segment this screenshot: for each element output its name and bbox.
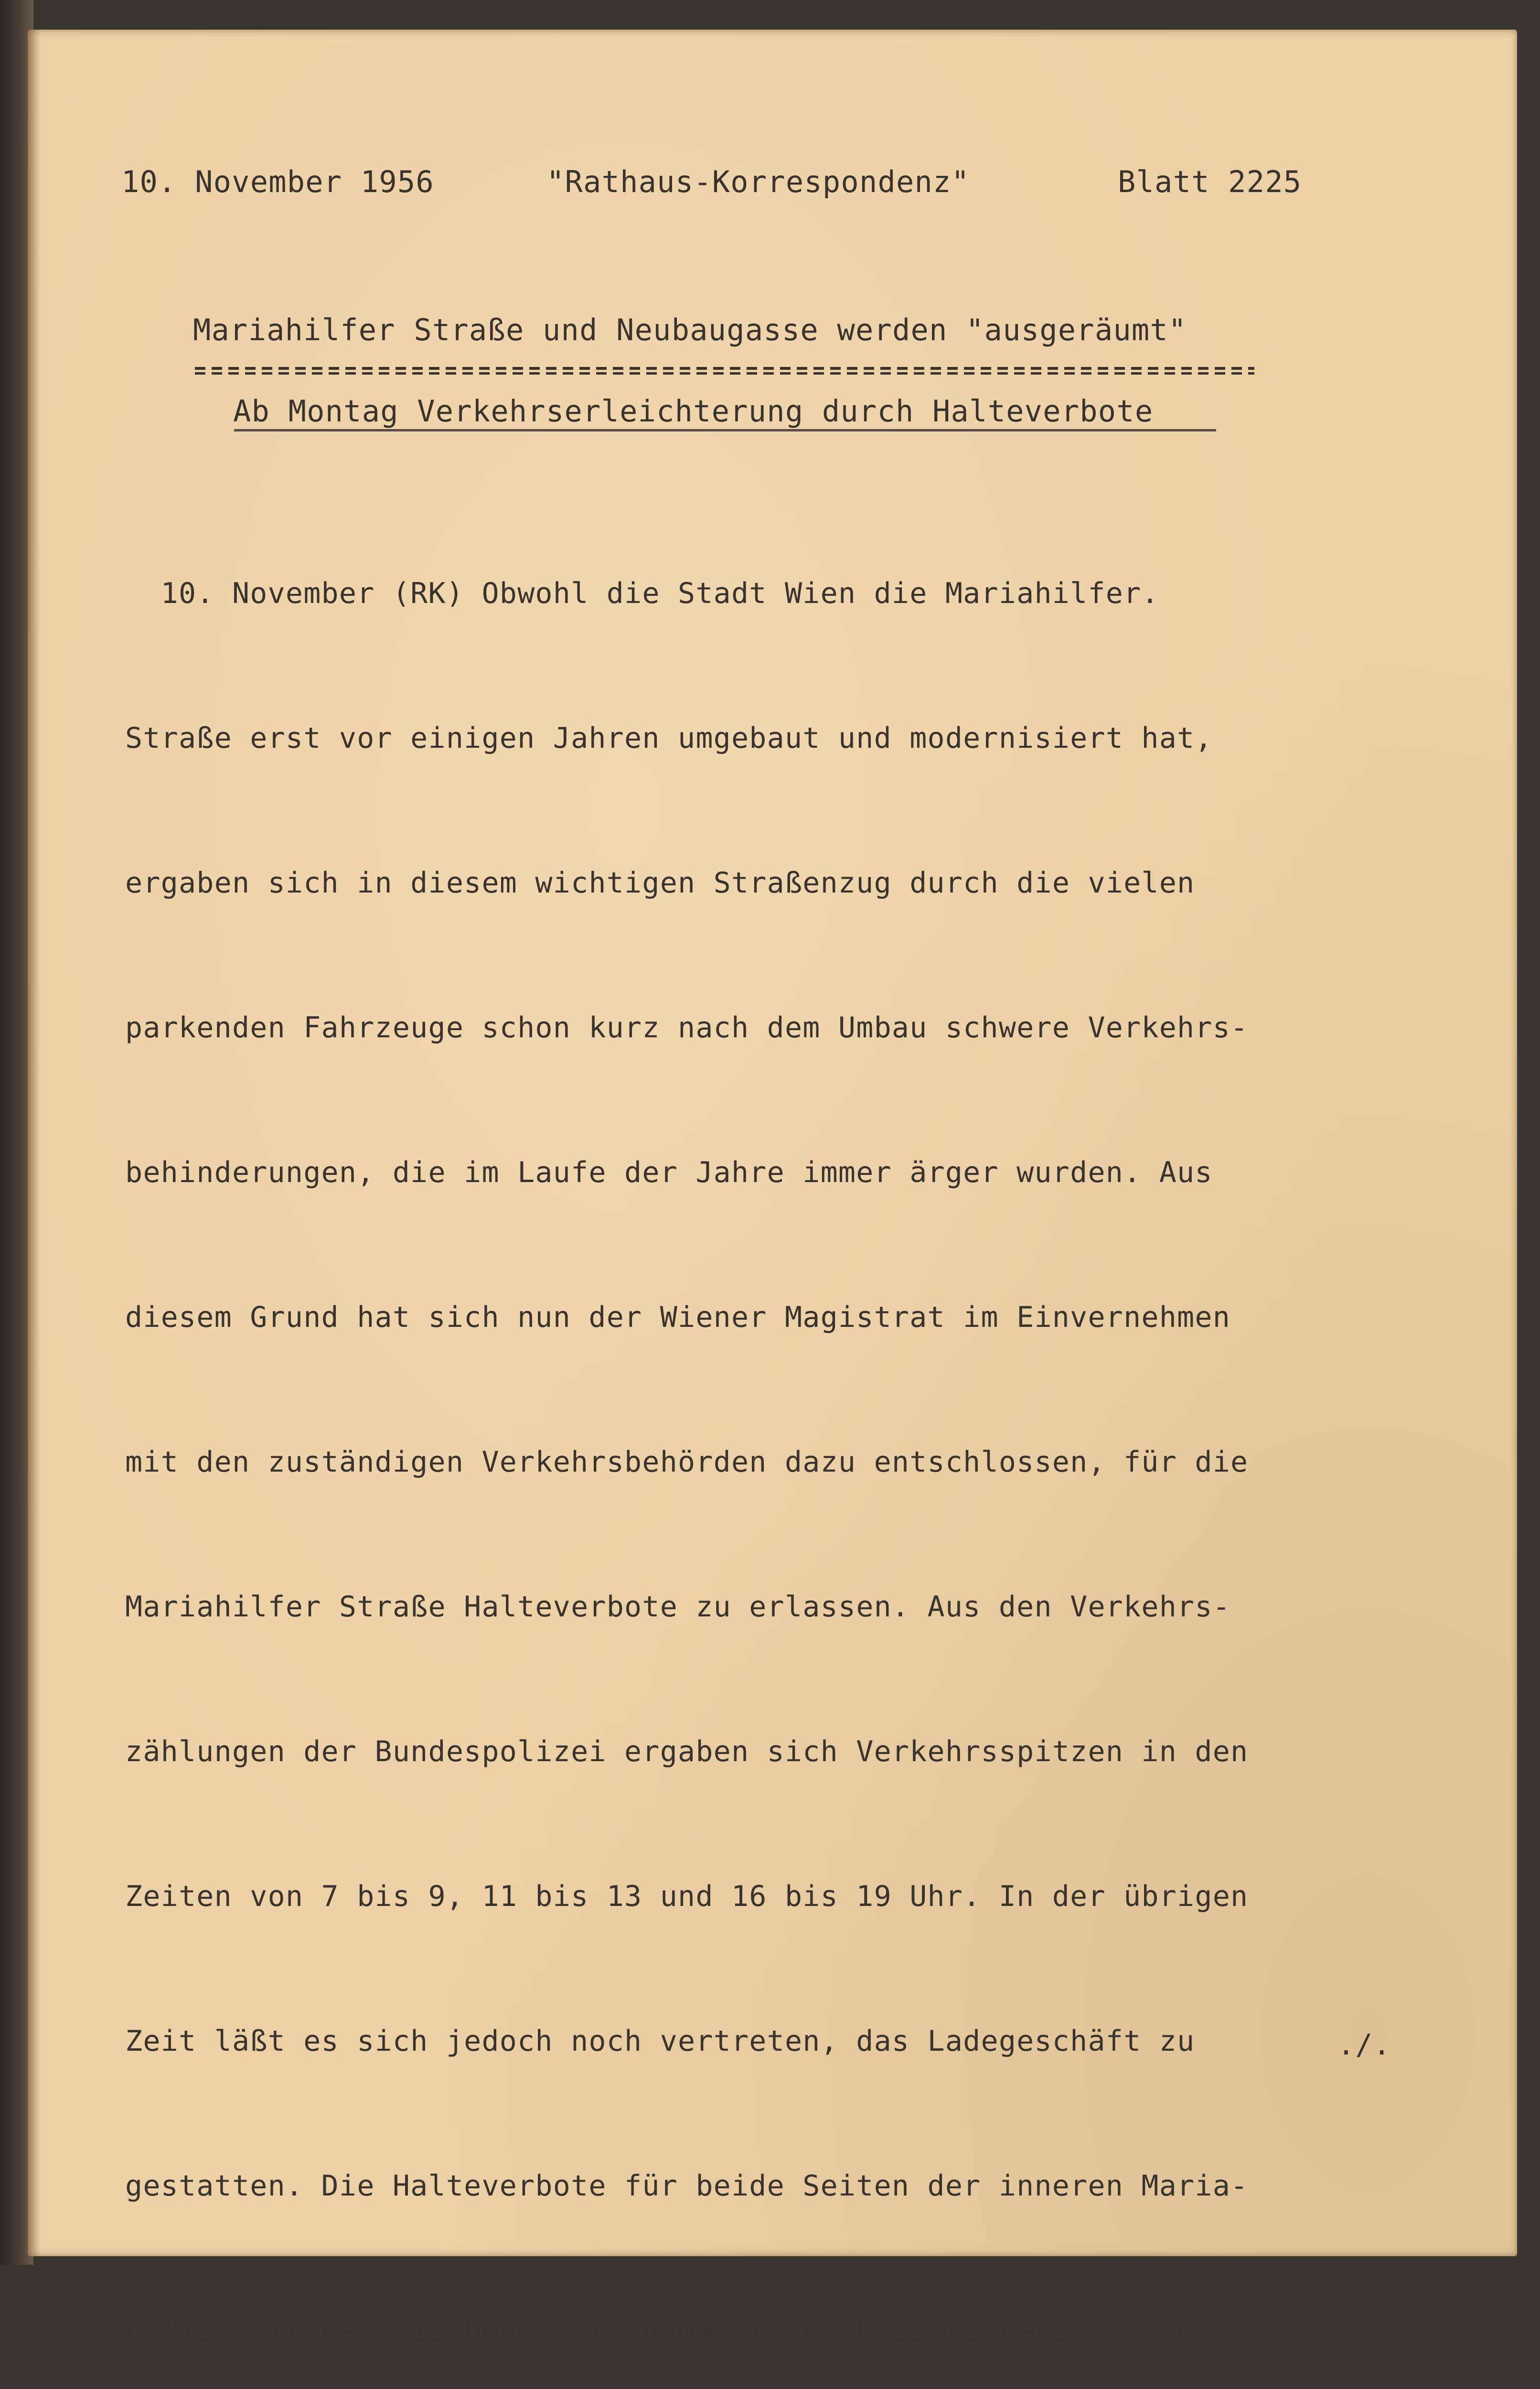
article-body bbox=[125, 473, 1302, 2389]
body-line: diesem Grund hat sich nun der Wiener Magistrat im Einvernehmen bbox=[125, 1301, 1231, 1334]
header-publication: "Rathaus-Korrespondenz" bbox=[546, 164, 970, 199]
body-line: hilfer Straße zwischen Getreidemarkt und Kaiserstraße wurden bbox=[125, 2314, 1195, 2347]
body-line: Straße erst vor einigen Jahren umgebaut und modernisiert hat, bbox=[125, 721, 1213, 755]
body-line: gestatten. Die Halteverbote für beide Seiten der inneren Maria- bbox=[125, 2169, 1249, 2203]
body-line: parkenden Fahrzeuge schon kurz nach dem Umbau schwere Verkehrs- bbox=[125, 1011, 1249, 1044]
body-line: ergaben sich in diesem wichtigen Straßenzug durch die vielen bbox=[125, 866, 1195, 900]
subheadline-underline bbox=[234, 429, 1216, 431]
continuation-mark: ./. bbox=[1337, 2028, 1391, 2062]
body-line: Zeiten von 7 bis 9, 11 bis 13 und 16 bis 19 Uhr. In der übrigen bbox=[125, 1880, 1249, 1913]
body-line: Zeit läßt es sich jedoch noch vertreten, das Ladegeschäft zu bbox=[125, 2024, 1195, 2058]
article-headline: Mariahilfer Straße und Neubaugasse werden "ausgeräumt" bbox=[193, 312, 1187, 347]
header-date: 10. November 1956 bbox=[121, 164, 434, 199]
article-subheadline: Ab Montag Verkehrserleichterung durch Halteverbote bbox=[233, 394, 1154, 429]
body-line: zählungen der Bundespolizei ergaben sich Verkehrsspitzen in den bbox=[125, 1735, 1249, 1768]
header-sheet-number: Blatt 2225 bbox=[1118, 164, 1302, 199]
page-edge-shadow bbox=[28, 30, 40, 2256]
body-line: behinderungen, die im Laufe der Jahre immer ärger wurden. Aus bbox=[125, 1156, 1213, 1189]
headline-double-rule-gap bbox=[195, 370, 1254, 372]
body-line: 10. November (RK) Obwohl die Stadt Wien die Mariahilfer. bbox=[125, 577, 1159, 610]
body-line: Mariahilfer Straße Halteverbote zu erlassen. Aus den Verkehrs- bbox=[125, 1590, 1231, 1624]
body-line: mit den zuständigen Verkehrsbehörden dazu entschlossen, für die bbox=[125, 1445, 1249, 1479]
